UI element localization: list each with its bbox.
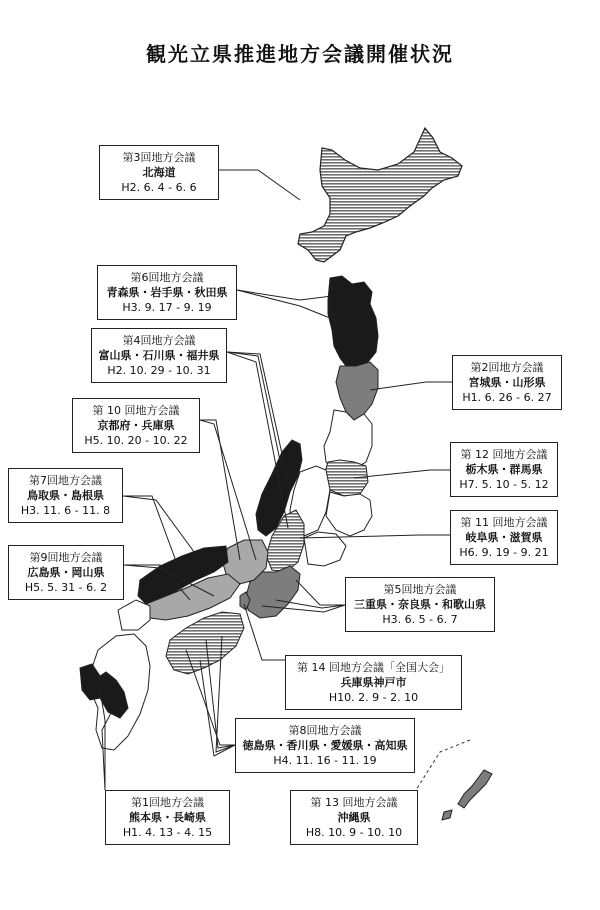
meeting-prefectures: 富山県・石川県・福井県 <box>98 349 220 362</box>
shikoku-region <box>166 612 244 674</box>
meeting-dates: H1. 4. 13 - 4. 15 <box>122 826 213 839</box>
meeting-title: 第1回地方会議 <box>131 796 204 809</box>
meeting-prefectures: 徳島県・香川県・愛媛県・高知県 <box>242 739 408 752</box>
meeting-callout-12 <box>450 442 558 497</box>
meeting-title: 第4回地方会議 <box>122 334 196 347</box>
meeting-callout-2 <box>452 355 562 410</box>
meeting-dates: H3. 11. 6 - 11. 8 <box>20 504 111 517</box>
yamaguchi-region <box>118 600 150 630</box>
meeting-callout-5 <box>345 577 495 632</box>
meeting-dates: H2. 6. 4 - 6. 6 <box>121 181 197 194</box>
meeting-callout-8 <box>235 718 415 773</box>
meeting-callout-14 <box>285 655 462 710</box>
meeting-dates: H3. 6. 5 - 6. 7 <box>382 613 458 626</box>
meeting-title: 第 12 回地方会議 <box>460 448 548 461</box>
tochigi-gunma-region <box>324 460 368 496</box>
meeting-dates: H4. 11. 16 - 11. 19 <box>273 754 377 767</box>
meeting-prefectures: 広島県・岡山県 <box>27 566 105 579</box>
meeting-prefectures: 栃木県・群馬県 <box>465 463 543 476</box>
meeting-prefectures: 岐阜県・滋賀県 <box>465 531 543 544</box>
meeting-title: 第9回地方会議 <box>29 551 103 564</box>
meeting-prefectures: 京都府・兵庫県 <box>97 419 175 432</box>
meeting-title: 第8回地方会議 <box>288 724 362 737</box>
tohoku-north-region <box>328 276 378 366</box>
okinawa-inset-line <box>414 740 470 826</box>
page-title: 観光立県推進地方会議開催状況 <box>146 42 454 66</box>
meeting-dates: H7. 5. 10 - 5. 12 <box>459 478 549 491</box>
meeting-dates: H5. 5. 31 - 6. 2 <box>24 581 108 594</box>
meeting-callout-9 <box>8 545 124 600</box>
meeting-dates: H10. 2. 9 - 2. 10 <box>328 691 419 704</box>
meeting-prefectures: 沖縄県 <box>337 811 371 824</box>
meeting-callout-7 <box>8 468 123 523</box>
meeting-dates: H3. 9. 17 - 9. 19 <box>122 301 212 314</box>
meeting-prefectures: 青森県・岩手県・秋田県 <box>106 286 228 299</box>
meeting-title: 第2回地方会議 <box>470 361 544 374</box>
meeting-callout-1 <box>105 790 230 845</box>
meeting-callout-6 <box>97 265 237 320</box>
meeting-title: 第6回地方会議 <box>130 271 204 284</box>
meeting-title: 第 11 回地方会議 <box>460 516 548 529</box>
meeting-prefectures: 鳥取県・島根県 <box>27 489 104 502</box>
meeting-title: 第3回地方会議 <box>122 151 196 164</box>
meeting-callout-11 <box>450 510 558 565</box>
meeting-title: 第5回地方会議 <box>383 583 457 596</box>
meeting-callout-3 <box>99 145 219 200</box>
meeting-dates: H2. 10. 29 - 10. 31 <box>107 364 211 377</box>
meeting-prefectures: 北海道 <box>142 166 176 179</box>
meeting-title: 第 10 回地方会議 <box>92 404 180 417</box>
meeting-dates: H8. 10. 9 - 10. 10 <box>305 826 403 839</box>
meeting-prefectures: 宮城県・山形県 <box>468 376 546 389</box>
meeting-callout-13 <box>290 790 418 845</box>
meeting-title: 第7回地方会議 <box>29 474 102 487</box>
meeting-prefectures: 熊本県・長崎県 <box>129 811 206 824</box>
meeting-dates: H5. 10. 20 - 10. 22 <box>84 434 188 447</box>
meeting-title: 第 14 回地方会議「全国大会」 <box>297 661 450 674</box>
meeting-prefectures: 兵庫県神戸市 <box>340 676 407 689</box>
hokkaido-region <box>298 128 462 262</box>
meeting-title: 第 13 回地方会議 <box>310 796 398 809</box>
meeting-dates: H1. 6. 26 - 6. 27 <box>462 391 552 404</box>
meeting-callout-4 <box>91 328 227 383</box>
meeting-dates: H6. 9. 19 - 9. 21 <box>459 546 549 559</box>
okinawa-islands <box>458 770 492 808</box>
meeting-prefectures: 三重県・奈良県・和歌山県 <box>354 598 486 611</box>
meeting-callout-10 <box>72 398 200 453</box>
okinawa-island-small <box>442 810 452 820</box>
kanto-region <box>326 492 372 536</box>
